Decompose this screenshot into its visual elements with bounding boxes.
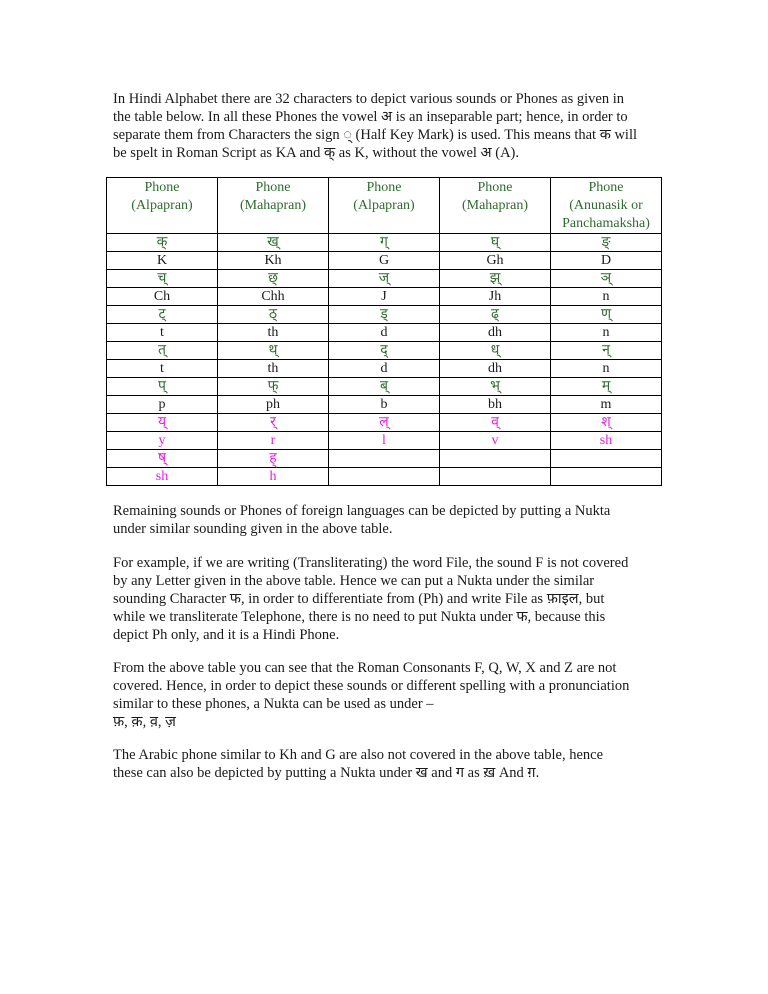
table-cell: फ् xyxy=(218,378,329,396)
table-cell: द् xyxy=(329,342,440,360)
table-cell: th xyxy=(218,360,329,378)
table-row xyxy=(107,270,662,288)
column-header xyxy=(551,178,662,234)
table-cell: G xyxy=(329,252,440,270)
text-line: From the above table you can see that the Roman Consonants F, Q, W, X and Z are not xyxy=(113,660,617,676)
table-cell: Chh xyxy=(218,288,329,306)
table-cell: क् xyxy=(107,234,218,252)
table-cell: Jh xyxy=(440,288,551,306)
table-row xyxy=(107,342,662,360)
text-line: separate them from Characters the sign ् (Half Key Mark) is used. This means that क will xyxy=(113,127,638,143)
column-header-line: Phone xyxy=(588,180,624,195)
table-cell: घ् xyxy=(440,234,551,252)
text-line: these can also be depicted by putting a Nukta under ख and ग as ख़ And ग़. xyxy=(113,765,540,781)
table-cell: D xyxy=(551,252,662,270)
table-cell: h xyxy=(218,468,329,486)
table-cell: ग् xyxy=(329,234,440,252)
text-line: similar to these phones, a Nukta can be used as under – xyxy=(113,696,434,712)
table-header-row xyxy=(107,178,662,234)
table-cell: झ् xyxy=(440,270,551,288)
table-cell: Ch xyxy=(107,288,218,306)
table-cell xyxy=(329,450,440,468)
text-line: In Hindi Alphabet there are 32 characters to depict various sounds or Phones as given in xyxy=(113,91,624,107)
table-cell: श् xyxy=(551,414,662,432)
table-row xyxy=(107,324,662,342)
column-header-line: (Alpapran) xyxy=(131,198,193,213)
table-cell: b xyxy=(329,396,440,414)
column-header-line: Phone xyxy=(144,180,180,195)
table-cell: r xyxy=(218,432,329,450)
table-cell: Gh xyxy=(440,252,551,270)
text-line: by any Letter given in the above table. Hence we can put a Nukta under the similar xyxy=(113,573,595,589)
table-cell: K xyxy=(107,252,218,270)
table-cell xyxy=(440,468,551,486)
table-cell: छ् xyxy=(218,270,329,288)
column-header-line: (Mahapran) xyxy=(461,198,529,213)
table-cell: th xyxy=(218,324,329,342)
table-cell: n xyxy=(551,324,662,342)
table-cell: ख् xyxy=(218,234,329,252)
table-cell: ph xyxy=(218,396,329,414)
table-cell: ज् xyxy=(329,270,440,288)
table-row xyxy=(107,234,662,252)
table-cell: n xyxy=(551,360,662,378)
table-cell: ञ् xyxy=(551,270,662,288)
table-cell: ढ् xyxy=(440,306,551,324)
table-cell: d xyxy=(329,324,440,342)
intro-paragraph xyxy=(113,90,656,162)
table-cell: ह् xyxy=(218,450,329,468)
table-row xyxy=(107,396,662,414)
column-header xyxy=(107,178,218,234)
table-cell: ठ् xyxy=(218,306,329,324)
table-row xyxy=(107,414,662,432)
text-line: while we transliterate Telephone, there is no need to put Nukta under फ, because this xyxy=(113,609,606,625)
text-line: under similar sounding given in the above table. xyxy=(113,521,393,537)
table-cell: sh xyxy=(107,468,218,486)
table-cell: ड् xyxy=(329,306,440,324)
table-cell: m xyxy=(551,396,662,414)
text-line: be spelt in Roman Script as KA and क् as K, without the vowel अ (A). xyxy=(113,145,520,161)
table-cell: l xyxy=(329,432,440,450)
table-cell: p xyxy=(107,396,218,414)
table-cell: J xyxy=(329,288,440,306)
table-cell: म् xyxy=(551,378,662,396)
roman-consonants-paragraph xyxy=(113,659,656,731)
text-line: depict Ph only, and it is a Hindi Phone. xyxy=(113,627,340,643)
text-line: the table below. In all these Phones the vowel अ is an inseparable part; hence, in order to xyxy=(113,109,628,125)
table-cell: थ् xyxy=(218,342,329,360)
column-header-line: (Mahapran) xyxy=(239,198,307,213)
table-row xyxy=(107,432,662,450)
table-body xyxy=(107,234,662,486)
text-line: Remaining sounds or Phones of foreign languages can be depicted by putting a Nukta xyxy=(113,503,611,519)
arabic-phone-paragraph xyxy=(113,746,656,782)
text-line: फ़, क़, व़, ज़ xyxy=(113,714,176,730)
table-cell: t xyxy=(107,324,218,342)
table-row xyxy=(107,306,662,324)
column-header-line: (Alpapran) xyxy=(353,198,415,213)
table-cell: ल् xyxy=(329,414,440,432)
table-cell: v xyxy=(440,432,551,450)
table-row xyxy=(107,252,662,270)
table-row xyxy=(107,360,662,378)
text-line: For example, if we are writing (Transliterating) the word File, the sound F is not covered xyxy=(113,555,629,571)
example-paragraph xyxy=(113,554,656,644)
column-header-line: Phone xyxy=(366,180,402,195)
column-header-line: (Anunasik or xyxy=(569,198,643,213)
table-cell: ष् xyxy=(107,450,218,468)
text-line: The Arabic phone similar to Kh and G are also not covered in the above table, hence xyxy=(113,747,604,763)
column-header xyxy=(440,178,551,234)
table-cell xyxy=(551,450,662,468)
table-cell xyxy=(551,468,662,486)
table-cell: Kh xyxy=(218,252,329,270)
table-cell: ङ् xyxy=(551,234,662,252)
nukta-paragraph xyxy=(113,502,656,538)
table-cell: ण् xyxy=(551,306,662,324)
table-cell: ब् xyxy=(329,378,440,396)
table-cell: dh xyxy=(440,360,551,378)
column-header xyxy=(329,178,440,234)
phone-table xyxy=(106,177,662,486)
text-line: covered. Hence, in order to depict these sounds or different spelling with a pronunciation xyxy=(113,678,630,694)
table-cell: d xyxy=(329,360,440,378)
table-cell: भ् xyxy=(440,378,551,396)
column-header xyxy=(218,178,329,234)
column-header-line: Phone xyxy=(477,180,513,195)
table-row xyxy=(107,288,662,306)
table-cell xyxy=(329,468,440,486)
table-cell: न् xyxy=(551,342,662,360)
column-header-line: Panchamaksha) xyxy=(562,216,650,231)
table-cell: y xyxy=(107,432,218,450)
table-row xyxy=(107,378,662,396)
table-row xyxy=(107,468,662,486)
table-cell: च् xyxy=(107,270,218,288)
table-cell: र् xyxy=(218,414,329,432)
table-cell: bh xyxy=(440,396,551,414)
table-cell: त् xyxy=(107,342,218,360)
text-line: sounding Character फ, in order to differentiate from (Ph) and write File as फ़ाइल, but xyxy=(113,591,605,607)
table-cell: dh xyxy=(440,324,551,342)
table-cell: n xyxy=(551,288,662,306)
table-cell: ट् xyxy=(107,306,218,324)
table-cell: ध् xyxy=(440,342,551,360)
table-cell: प् xyxy=(107,378,218,396)
table-row xyxy=(107,450,662,468)
table-cell: य् xyxy=(107,414,218,432)
column-header-line: Phone xyxy=(255,180,291,195)
table-cell: t xyxy=(107,360,218,378)
table-cell xyxy=(440,450,551,468)
table-cell: sh xyxy=(551,432,662,450)
table-cell: व् xyxy=(440,414,551,432)
